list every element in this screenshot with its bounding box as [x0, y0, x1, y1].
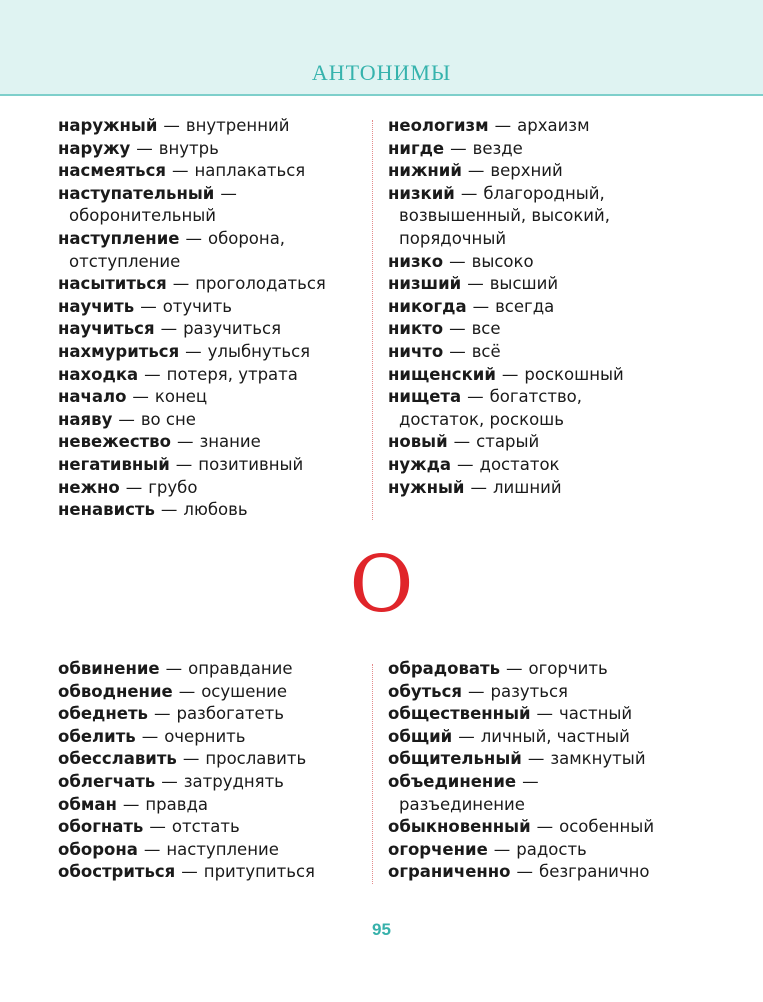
dictionary-entry	[58, 477, 378, 500]
headword: общительный	[388, 749, 522, 769]
antonym: лишний	[492, 477, 562, 497]
antonym: проголодаться	[195, 274, 326, 294]
antonym: достаток	[479, 454, 560, 474]
antonym: высший	[489, 274, 559, 294]
antonym: отстать	[171, 817, 240, 837]
antonym: верхний	[490, 161, 563, 181]
headword: обман	[58, 794, 117, 814]
dash: —	[467, 161, 485, 181]
antonym: потеря, утрата	[166, 364, 298, 384]
antonym-continuation: достаток, роскошь	[399, 409, 564, 429]
section-letter: О	[349, 540, 414, 630]
headword: обогнать	[58, 817, 144, 837]
dash: —	[176, 432, 194, 452]
dash: —	[501, 364, 519, 384]
headword: новый	[388, 432, 448, 452]
headword: низший	[388, 274, 462, 294]
dictionary-entry	[388, 364, 708, 387]
antonym: личный, частный	[480, 726, 630, 746]
antonym: благородный,	[483, 183, 605, 203]
antonym: наплакаться	[194, 161, 306, 181]
antonym: роскошный	[524, 364, 624, 384]
dash: —	[449, 251, 466, 271]
dictionary-entry	[58, 160, 378, 183]
headword: наступление	[58, 228, 180, 248]
dictionary-entry	[388, 454, 708, 477]
antonym: частный	[559, 704, 633, 724]
antonym: огорчить	[528, 659, 608, 678]
entries-column-right-n	[388, 115, 708, 499]
dictionary-entry	[388, 771, 708, 794]
dash: —	[185, 341, 202, 361]
dash: —	[185, 228, 202, 248]
dash: —	[449, 319, 466, 339]
dictionary-entry	[388, 273, 708, 296]
dash: —	[449, 341, 466, 361]
dash: —	[450, 138, 467, 158]
headword: обвинение	[58, 659, 160, 678]
dictionary-entry	[58, 364, 378, 387]
headword: никогда	[388, 296, 467, 316]
dash: —	[160, 500, 178, 520]
antonym: внутренний	[185, 116, 290, 135]
antonym: особенный	[559, 817, 655, 837]
antonym-continuation: возвышенный, высокий,	[399, 206, 610, 226]
dash: —	[172, 274, 190, 294]
headword: обыкновенный	[388, 817, 531, 837]
dictionary-entry	[58, 703, 378, 726]
headword: обводнение	[58, 681, 173, 701]
dash: —	[161, 771, 178, 791]
antonym: всё	[471, 341, 501, 361]
antonym: во сне	[140, 409, 196, 429]
dictionary-entry	[58, 454, 378, 477]
headword: негативный	[58, 454, 170, 474]
page-title: АНТОНИМЫ	[311, 60, 452, 85]
dictionary-entry	[388, 386, 708, 409]
antonym: затруднять	[183, 771, 284, 791]
antonym: богатство,	[489, 387, 583, 407]
dictionary-entry	[388, 861, 708, 884]
antonym: любовь	[183, 500, 248, 520]
dictionary-entry	[58, 681, 378, 704]
dictionary-entry	[388, 748, 708, 771]
dictionary-entry	[388, 726, 708, 749]
antonym: радость	[516, 839, 587, 859]
dictionary-entry	[388, 138, 708, 161]
dash: —	[140, 296, 157, 316]
dash: —	[141, 726, 159, 746]
antonym: разучиться	[183, 319, 281, 339]
antonym: оборона,	[207, 228, 286, 248]
column-divider	[372, 120, 373, 520]
headword: нижний	[388, 161, 462, 181]
headword: обуться	[388, 681, 462, 701]
dictionary-entry	[388, 296, 708, 319]
dash: —	[506, 659, 523, 678]
antonym: наступление	[166, 839, 279, 859]
headword: нищета	[388, 387, 462, 407]
headword: находка	[58, 364, 139, 384]
antonym: знание	[199, 432, 261, 452]
headword: насмеяться	[58, 161, 166, 181]
headword: научить	[58, 296, 135, 316]
dictionary-entry	[58, 794, 378, 817]
dash: —	[171, 161, 189, 181]
dash: —	[467, 274, 484, 294]
dictionary-entry	[58, 771, 378, 794]
dictionary-entry	[388, 183, 708, 206]
headword: оборона	[58, 839, 138, 859]
headword: обостриться	[58, 862, 176, 882]
dictionary-entry	[58, 115, 378, 138]
antonym: оправдание	[188, 659, 293, 678]
headword: наружу	[58, 138, 131, 158]
headword: невежество	[58, 432, 171, 452]
dictionary-entry	[58, 273, 378, 296]
dash: —	[182, 749, 200, 769]
headword: низко	[388, 251, 444, 271]
antonym: все	[471, 319, 501, 339]
headword: наступательный	[58, 183, 215, 203]
dictionary-entry	[58, 228, 378, 251]
dash: —	[118, 409, 135, 429]
dictionary-entry	[58, 409, 378, 432]
headword: низкий	[388, 183, 455, 203]
dash: —	[132, 387, 149, 407]
dash: —	[470, 477, 487, 497]
antonym: старый	[476, 432, 540, 452]
dash: —	[536, 817, 554, 837]
page-number: 95	[372, 920, 391, 939]
antonym: конец	[154, 387, 208, 407]
antonym-continuation: разъединение	[399, 794, 525, 814]
dictionary-entry	[58, 658, 378, 681]
dictionary-entry	[388, 477, 708, 500]
headword: облегчать	[58, 771, 156, 791]
dictionary-entry	[58, 318, 378, 341]
dictionary-entry	[58, 499, 378, 522]
dash: —	[457, 454, 474, 474]
headword: нужный	[388, 477, 465, 497]
dash: —	[153, 704, 171, 724]
dash: —	[149, 817, 166, 837]
antonym-continuation: порядочный	[399, 228, 507, 248]
headword: ограниченно	[388, 862, 511, 882]
antonym: замкнутый	[550, 749, 646, 769]
dictionary-entry	[58, 386, 378, 409]
antonym-continuation: отступление	[69, 251, 181, 271]
dictionary-entry	[388, 341, 708, 364]
dictionary-entry	[388, 816, 708, 839]
dash: —	[467, 681, 485, 701]
dash: —	[522, 771, 539, 791]
dash: —	[527, 749, 545, 769]
antonym: прославить	[205, 749, 307, 769]
dictionary-entry	[388, 318, 708, 341]
dash: —	[220, 183, 237, 203]
dash: —	[122, 794, 140, 814]
dash: —	[175, 454, 193, 474]
dash: —	[453, 432, 471, 452]
dictionary-entry	[388, 431, 708, 454]
headword: нищенский	[388, 364, 496, 384]
headword: обрадовать	[388, 659, 501, 678]
dictionary-entry	[58, 816, 378, 839]
dictionary-entry	[58, 296, 378, 319]
headword: общий	[388, 726, 453, 746]
antonym: грубо	[148, 477, 198, 497]
dictionary-entry	[388, 703, 708, 726]
dictionary-entry	[58, 861, 378, 884]
dash: —	[136, 138, 153, 158]
dash: —	[160, 319, 178, 339]
dash: —	[458, 726, 475, 746]
dash: —	[165, 659, 183, 678]
dictionary-entry	[58, 748, 378, 771]
antonym: разуться	[490, 681, 568, 701]
dictionary-entry	[388, 160, 708, 183]
headword: научиться	[58, 319, 155, 339]
entries-column-left-o	[58, 658, 378, 884]
dictionary-entry	[388, 839, 708, 862]
headword: обесславить	[58, 749, 177, 769]
dash: —	[494, 116, 512, 135]
dash: —	[181, 862, 198, 882]
dictionary-entry	[388, 658, 708, 681]
antonym: отучить	[162, 296, 232, 316]
dash: —	[493, 839, 511, 859]
entries-column-left-n	[58, 115, 378, 522]
column-divider	[372, 664, 373, 884]
headword: наружный	[58, 116, 158, 135]
antonym: осушение	[201, 681, 288, 701]
antonym-continuation: оборонительный	[69, 206, 217, 226]
dash: —	[460, 183, 478, 203]
dictionary-entry	[58, 138, 378, 161]
antonym: очернить	[164, 726, 246, 746]
headword: наяву	[58, 409, 113, 429]
dictionary-entry	[58, 431, 378, 454]
antonym: позитивный	[198, 454, 304, 474]
antonym: разбогатеть	[176, 704, 284, 724]
dictionary-entry	[388, 251, 708, 274]
entries-column-right-o	[388, 658, 708, 884]
headword: обеднеть	[58, 704, 148, 724]
dictionary-entry	[58, 183, 378, 206]
headword: объединение	[388, 771, 517, 791]
headword: нежно	[58, 477, 120, 497]
dictionary-entry	[58, 726, 378, 749]
antonym: улыбнуться	[207, 341, 311, 361]
dash: —	[536, 704, 554, 724]
dash: —	[178, 681, 196, 701]
antonym: высоко	[471, 251, 534, 271]
headword: нахмуриться	[58, 341, 180, 361]
dictionary-entry	[388, 681, 708, 704]
headword: общественный	[388, 704, 531, 724]
dash: —	[163, 116, 180, 135]
antonym: везде	[472, 138, 523, 158]
headword: начало	[58, 387, 127, 407]
headword: насытиться	[58, 274, 167, 294]
page-header	[0, 0, 763, 96]
antonym: притупиться	[203, 862, 315, 882]
dash: —	[467, 387, 484, 407]
dash: —	[144, 364, 161, 384]
headword: неологизм	[388, 116, 489, 135]
headword: ничто	[388, 341, 444, 361]
dash: —	[125, 477, 143, 497]
dash: —	[516, 862, 534, 882]
headword: огорчение	[388, 839, 488, 859]
headword: нужда	[388, 454, 452, 474]
antonym: внутрь	[158, 138, 219, 158]
dash: —	[143, 839, 161, 859]
antonym: архаизм	[517, 116, 590, 135]
antonym: правда	[145, 794, 209, 814]
dash: —	[472, 296, 490, 316]
headword: ненависть	[58, 500, 155, 520]
dictionary-entry	[58, 839, 378, 862]
dictionary-entry	[58, 341, 378, 364]
headword: нигде	[388, 138, 445, 158]
headword: никто	[388, 319, 444, 339]
antonym: безгранично	[539, 862, 650, 882]
dictionary-entry	[388, 115, 708, 138]
antonym: всегда	[495, 296, 555, 316]
headword: обелить	[58, 726, 136, 746]
